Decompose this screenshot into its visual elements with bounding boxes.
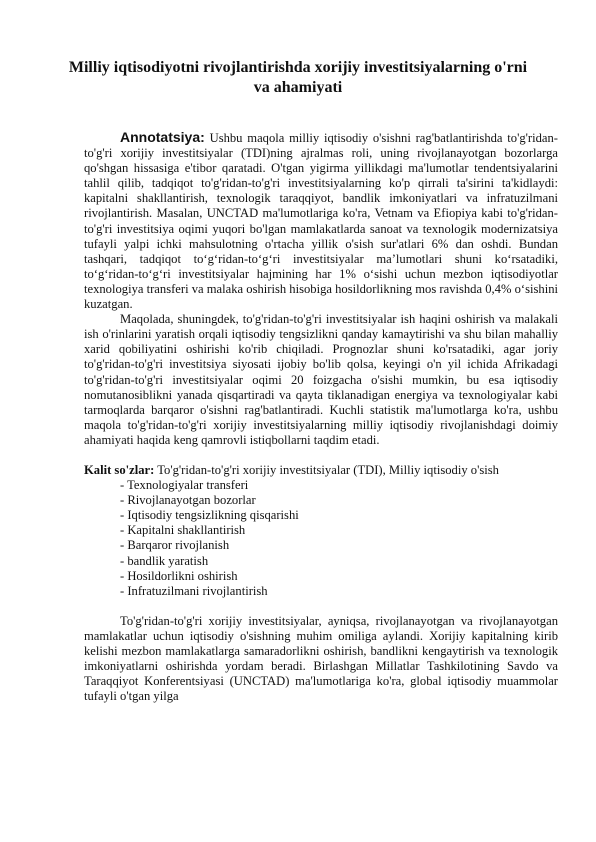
keyword-item: - Barqaror rivojlanish bbox=[120, 538, 230, 553]
keyword-item: - Texnologiyalar transferi bbox=[120, 478, 249, 493]
keywords-line bbox=[84, 463, 558, 478]
keyword-item: - Rivojlanayotgan bozorlar bbox=[120, 493, 256, 508]
spacer bbox=[84, 599, 558, 614]
document-body bbox=[84, 130, 558, 704]
abstract-paragraph-2: Maqolada, shuningdek, to'g'ridan-to'g'ri investitsiyalar ish haqini oshirish va malakali ish o'rinlarini yaratish orqali iqtisodiy tengsizlikni qanday kamaytirishi va shu bilan mahalliy xarid qobiliyatini oshirishi ko'rib chiqiladi. Prognozlar shuni ko'rsatadiki, agar joriy to'g'ridan-to'g'ri investitsiya siyosati ijobiy bo'lib qolsa, keyingi o'n yil ichida Afrikadagi to'g'ridan-to'g'ri investitsiyalar oqimi 20 foizgacha o'sishi mumkin, bu esa iqtisodiy nomutanosiblikni yanada qisqartiradi va qayta tiklanadigan energiya va texnologiyalar kabi tarmoqlarda barqaror o'sishni rag'batlantiradi. Kuchli statistik ma'lumotlarga ko'ra, ushbu maqola to'g'ridan-to'g'ri xorijiy investitsiyalarning milliy iqtisodiy rivojlanishdagi doimiy ahamiyati haqida keng qamrovli istiqbollarni taqdim etadi. bbox=[84, 312, 558, 447]
keyword-item: - Hosildorlikni oshirish bbox=[120, 568, 238, 583]
keyword-item: - Kapitalni shakllantirish bbox=[120, 523, 246, 538]
abstract-label: Annotatsiya: bbox=[120, 129, 205, 145]
document-title: Milliy iqtisodiyotni rivojlantirishda xorijiy investitsiyalarning o'rni va ahamiyati bbox=[68, 59, 528, 96]
intro-paragraph: To'g'ridan-to'g'ri xorijiy investitsiyalar, ayniqsa, rivojlanayotgan va rivojlanayotgan mamlakatlar uchun iqtisodiy o'sishning muhim omiliga aylandi. Xorijiy kapitalning kirib kelishi mezbon mamlakatlarga samaradorlikni oshirish, bandlikni kengaytirish va texnologik imkoniyatlarni oshirishda yordam beradi. Birlashgan Millatlar Tashkilotining Savdo va Taraqqiyot Konferentsiyasi (UNCTAD) ma'lumotlariga ko'ra, global iqtisodiy muammolar tufayli o'tgan yilga bbox=[84, 613, 558, 704]
keyword-item: - bandlik yaratish bbox=[120, 553, 209, 568]
abstract-text-1: Ushbu maqola milliy iqtisodiy o'sishni rag'batlantirishda to'g'ridan-to'g'ri xorijiy investitsiyalar (TDI)ning ajralmas roli, uning rivojlanayotgan bozorlarga qo'shgan hissasiga e'tibor qaratadi. O'tgan yigirma yillikdagi ma'lumotlar tendentsiyalarini tahlil qilib, tadqiqot to'g'ridan-to'g'ri investitsiyalarning ko'p qirrali ta'sirini ta'kidlaydi: kapitalni shakllantirish, texnologik taraqqiyot, bandlik imkoniyatlari va infratuzilmani rivojlantirish. Masalan, UNCTAD ma'lumotlariga ko'ra, Vetnam va Efiopiya kabi to'g'ridan-to'g'ri investitsiya oqimi yuqori bo'lgan mamlakatlarda sanoat va texnologik modernizatsiya tufayli yalpi ichki mahsulotning o'rtacha yillik o'sish sur'atlari 6% dan oshdi. Bundan tashqari, tadqiqot to‘g‘ridan-to‘g‘ri investitsiyalar ma’lumotlari shuni ko‘rsatadiki, to‘g‘ridan-to‘g‘ri investitsiyalar hajmining har 1% o‘sishi uchun mezbon iqtisodiyotlar texnologiya transferi va malaka oshirish hisobiga hosildorlikning mos ravishda 0,4% o‘sishini kuzatgan. bbox=[84, 131, 558, 312]
keywords-first: To'g'ridan-to'g'ri xorijiy investitsiyalar (TDI), Milliy iqtisodiy o'sish bbox=[157, 462, 499, 477]
keywords-label: Kalit so'zlar: bbox=[84, 462, 155, 477]
abstract-paragraph-1 bbox=[84, 130, 558, 312]
keywords-list bbox=[84, 478, 558, 599]
keyword-item: - Iqtisodiy tengsizlikning qisqarishi bbox=[120, 508, 299, 523]
keyword-item: - Infratuzilmani rivojlantirish bbox=[120, 583, 268, 598]
spacer bbox=[84, 448, 558, 463]
